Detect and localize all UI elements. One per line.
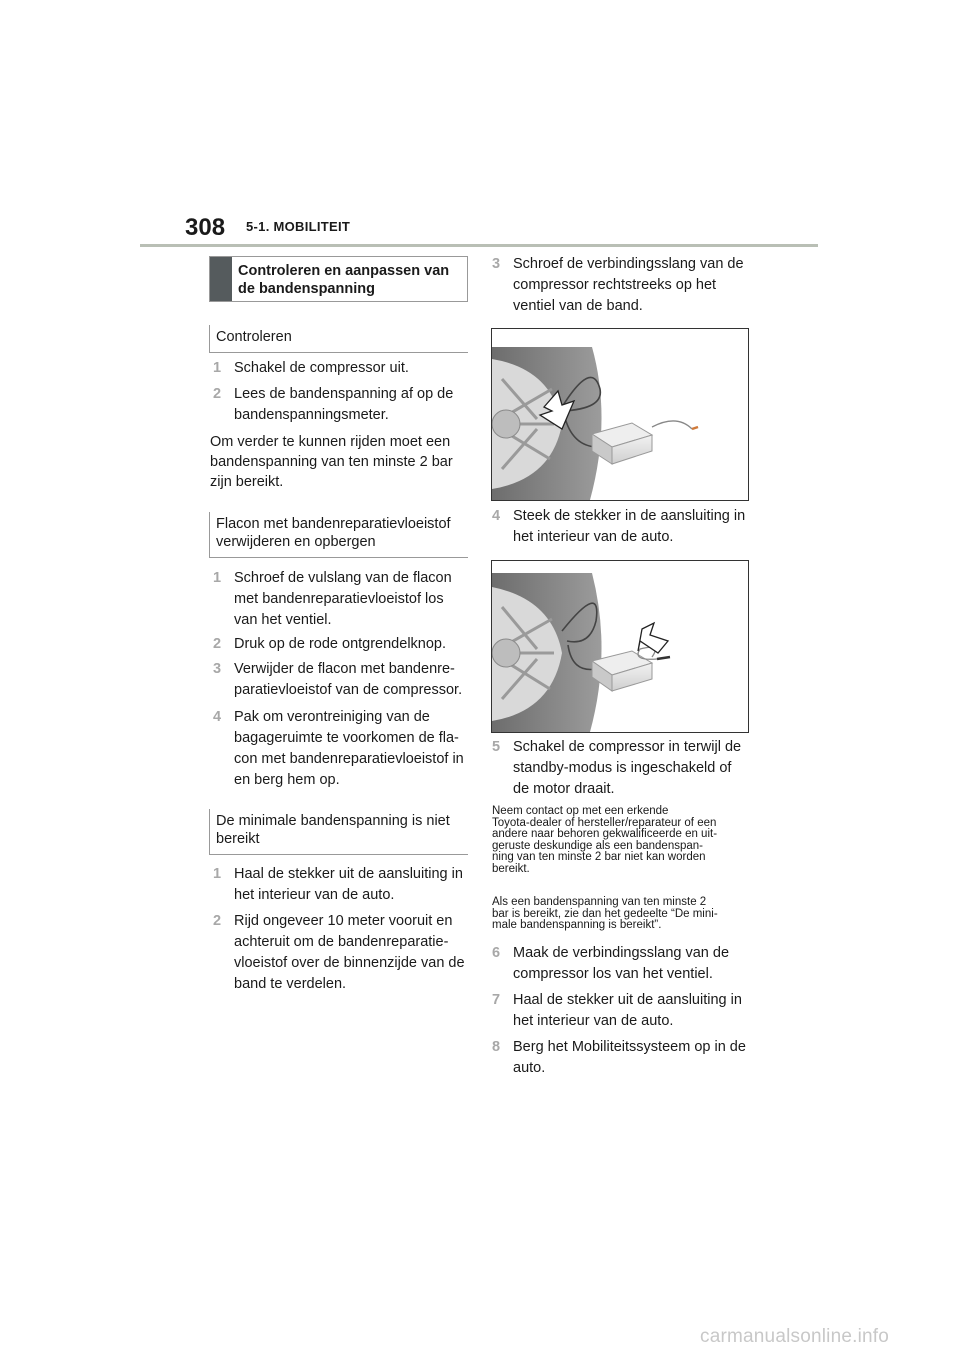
step-7-unplug: 7 Haal de stekker uit de aansluiting in het interieur van de auto. <box>492 992 742 1029</box>
step-1-unscrew-hose: 1 Schroef de vulslang van de flacon met bandenreparatievloeistof los van het ventiel. <box>213 570 452 628</box>
main-heading: Controleren en aanpassen van de bandenspanning <box>238 263 450 297</box>
figure-hose-on-valve <box>491 328 749 501</box>
compressor-hose-on-valve-illustration <box>492 329 748 500</box>
header-rule <box>140 244 818 247</box>
step-4-plug-in: 4 Steek de stekker in de aansluiting in het interieur van de auto. <box>492 508 746 545</box>
figure-plug-in <box>491 560 749 733</box>
step-3-screw-hose: 3 Schroef de verbindingsslang van de compressor rechtstreeks op het ventiel van de band. <box>492 256 744 314</box>
section-label: 5-1. MOBILITEIT <box>246 219 351 234</box>
step-8-store-system: 8 Berg het Mobiliteitssysteem op in de auto. <box>492 1039 746 1076</box>
step-5-start-compressor: 5 Schakel de compressor in terwijl de standby-modus is ingeschakeld of de motor draait. <box>492 739 742 797</box>
step-2-drive-distribute: 2 Rijd ongeveer 10 meter vooruit en achteruit om de bandenreparatie- vloeistof over de binnenzijde van de band te verdelen. <box>213 913 465 992</box>
paragraph-min-pressure: Om verder te kunnen rijden moet een bandenspanning van ten minste 2 bar zijn bereikt. <box>210 434 453 490</box>
step-2-read-pressure: 2 Lees de bandenspanning af op de bandenspanningsmeter. <box>213 386 454 423</box>
watermark: carmanualsonline.info <box>700 1326 890 1347</box>
subheading-min-not-reached: De minimale bandenspanning is niet bereikt <box>209 809 468 855</box>
heading-bar <box>210 257 232 301</box>
note-contact-dealer: Neem contact op met een erkende Toyota-dealer of hersteller/reparateur of een andere naar behoren gekwalificeerde en uit- geruste deskundige als een bandenspan- ning van ten minste 2 bar niet kan worden bereikt. <box>492 805 718 875</box>
main-heading-box <box>209 256 468 302</box>
page-number: 308 <box>185 214 226 241</box>
step-1-unplug: 1 Haal de stekker uit de aansluiting in het interieur van de auto. <box>213 866 463 903</box>
step-6-disconnect-hose: 6 Maak de verbindingsslang van de compressor los van het ventiel. <box>492 945 730 982</box>
subheading-controleren: Controleren <box>209 325 468 353</box>
step-3-remove-flacon: 3 Verwijder de flacon met bandenre- paratievloeistof van de compressor. <box>213 661 463 698</box>
step-4-pack-flacon: 4 Pak om verontreiniging van de bagageruimte te voorkomen de fla- con met bandenreparatievloeistof in en berg hem op. <box>213 709 464 788</box>
compressor-plug-illustration <box>492 561 748 732</box>
step-2-release-button: 2 Druk op de rode ontgrendelknop. <box>213 636 447 652</box>
subheading-flacon: Flacon met bandenreparatievloeistof verwijderen en opbergen <box>209 512 468 558</box>
step-1-compressor-off: 1 Schakel de compressor uit. <box>213 360 409 376</box>
note-pressure-reached: Als een bandenspanning van ten minste 2 bar is bereikt, zie dan het gedeelte “De mini- male bandenspanning is bereikt”. <box>492 896 718 931</box>
